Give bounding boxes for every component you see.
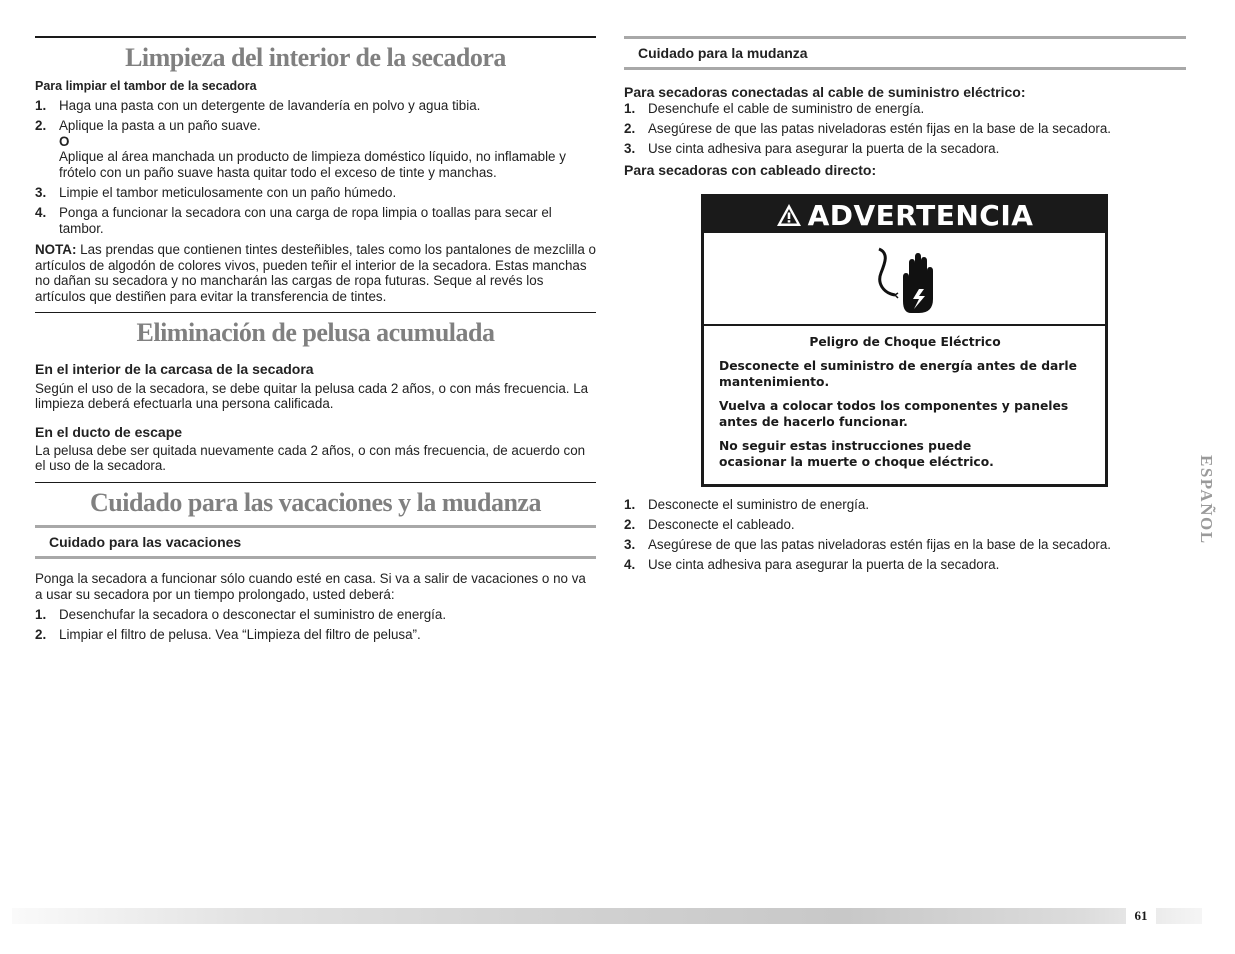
- warning-line: Vuelva a colocar todos los componentes y paneles antes de hacerlo funcionar.: [719, 399, 1069, 429]
- left-column: [35, 36, 596, 647]
- section-rule: [35, 36, 596, 38]
- power-cord-steps: [624, 101, 1186, 157]
- paragraph-vacation: Ponga la secadora a funcionar sólo cuando esté en casa. Si va a salir de vacaciones o no va a usar su secadora por un tiempo prolongado, usted deberá:: [35, 571, 586, 602]
- warning-line: No seguir estas instrucciones puede ocasionar la muerte o choque eléctrico.: [719, 439, 994, 469]
- footer-bar: [12, 908, 1202, 924]
- list-item: 1. Haga una pasta con un detergente de lavandería en polvo y agua tibia.: [35, 98, 481, 113]
- subheading-bar-vacation: Cuidado para las vacaciones: [35, 525, 596, 559]
- paragraph-cabinet: Según el uso de la secadora, se debe quitar la pelusa cada 2 años, o con más frecuencia. La limpieza deberá efectuarla una persona calificada.: [35, 380, 589, 412]
- warning-line: Desconecte el suministro de energía antes de darle mantenimiento.: [719, 359, 1077, 389]
- list-item: 2. Desconecte el cableado.: [624, 517, 795, 533]
- warning-triangle-icon: [776, 203, 802, 227]
- subheading-bar-moving: Cuidado para la mudanza: [624, 36, 1186, 70]
- subheading-drum: Para limpiar el tambor de la secadora: [35, 79, 257, 93]
- subheading-cabinet: En el interior de la carcasa de la secadora: [35, 360, 314, 377]
- section-divider: [35, 312, 596, 313]
- list-item: 3. Use cinta adhesiva para asegurar la puerta de la secadora.: [624, 141, 1000, 157]
- warning-header: [704, 197, 1105, 233]
- warning-icon-area: [704, 233, 1105, 326]
- page-number: 61: [1126, 908, 1156, 924]
- section-title-lint: Eliminación de pelusa acumulada: [136, 317, 495, 347]
- warning-box: [701, 194, 1108, 487]
- list-item: 2. Aplique la pasta a un paño suave. O Aplique al área manchada un producto de limpieza doméstico líquido, no inflamable y frótelo con un paño suave hasta quitar todo el exceso de tinte y manchas.: [35, 118, 566, 180]
- subheading-power-cord: Para secadoras conectadas al cable de suministro eléctrico:: [624, 84, 1026, 100]
- subheading-exhaust: En el ducto de escape: [35, 423, 183, 440]
- list-item: 4. Use cinta adhesiva para asegurar la puerta de la secadora.: [624, 557, 1000, 573]
- list-item: 3. Asegúrese de que las patas niveladoras estén fijas en la base de la secadora.: [624, 537, 1112, 553]
- warning-title: ADVERTENCIA: [807, 198, 1034, 232]
- list-item: 3. Limpie el tambor meticulosamente con un paño húmedo.: [35, 184, 397, 200]
- electric-shock-hand-icon: [875, 243, 935, 315]
- list-item: 1. Desconecte el suministro de energía.: [624, 497, 870, 512]
- vacation-steps: [35, 607, 596, 643]
- list-item: 2. Limpiar el filtro de pelusa. Vea “Limpieza del filtro de pelusa”.: [35, 627, 421, 643]
- list-item: 2. Asegúrese de que las patas niveladoras estén fijas en la base de la secadora.: [624, 121, 1112, 137]
- cleaning-steps: [35, 98, 596, 236]
- section-divider: [35, 482, 596, 483]
- direct-wire-steps: [624, 497, 1186, 577]
- section-title-cleaning: Limpieza del interior de la secadora: [125, 43, 506, 72]
- warning-body: [704, 326, 1105, 470]
- paragraph-exhaust: La pelusa debe ser quitada nuevamente cada 2 años, o con más frecuencia, de acuerdo con el uso de la secadora.: [35, 442, 586, 474]
- list-item: 1. Desenchufe el cable de suministro de energía.: [624, 101, 925, 116]
- warning-hazard-title: Peligro de Choque Eléctrico: [809, 335, 1001, 349]
- language-side-tab: ESPAÑOL: [1197, 455, 1216, 545]
- list-item: 4. Ponga a funcionar la secadora con una carga de ropa limpia o toallas para secar el tambor.: [35, 205, 552, 236]
- subheading-direct-wire: Para secadoras con cableado directo:: [624, 162, 877, 179]
- list-item: 1. Desenchufar la secadora o desconectar el suministro de energía.: [35, 607, 447, 623]
- note-paragraph: NOTA: Las prendas que contienen tintes desteñibles, tales como los pantalones de mezclilla o artículos de algodón de colores vivos, pueden teñir el interior de la secadora. Estas manchas no dañan su secadora y no mancharán las cargas de ropa futuras. Seque al revés los artículos que destiñen para evitar la transferencia de tintes.: [35, 242, 597, 305]
- section-title-vacation-moving: Cuidado para las vacaciones y la mudanza: [90, 488, 541, 517]
